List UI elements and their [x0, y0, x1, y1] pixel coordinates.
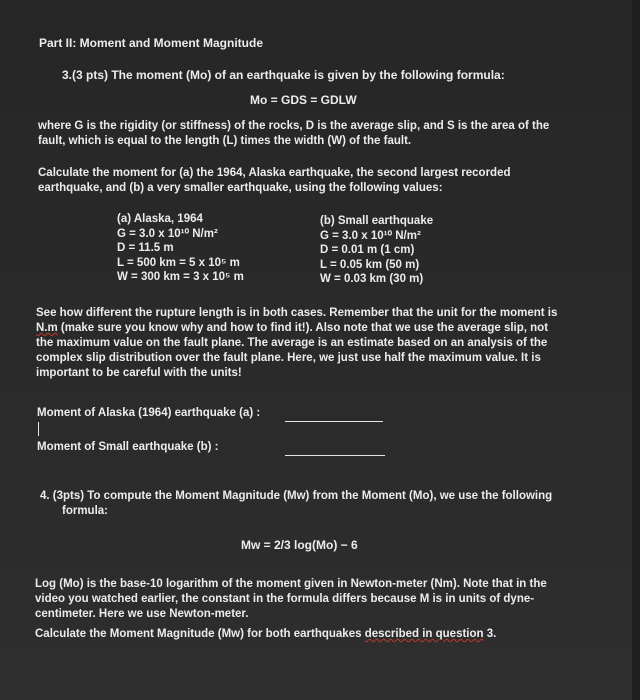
- text-cursor: [38, 422, 39, 436]
- small-w: W = 0.03 km (30 m): [320, 273, 424, 285]
- alaska-d: D = 11.5 m: [117, 242, 174, 254]
- small-title: (b) Small earthquake: [320, 215, 434, 227]
- alaska-values: [117, 212, 244, 285]
- part-title: Part II: Moment and Moment Magnitude: [39, 36, 263, 50]
- alaska-g: G = 3.0 x 10¹⁰ N/m²: [117, 227, 218, 240]
- moment-formula: Mo = GDS = GDLW: [250, 93, 357, 107]
- calculate-instruction: Calculate the moment for (a) the 1964, Alaska earthquake, the second largest recorded earthquake, and (b) a very smaller earthquake, using the following values:: [38, 167, 511, 194]
- log-explanation: Log (Mo) is the base-10 logarithm of the moment given in Newton-meter (Nm). Note that in the video you watched earlier, the constant in the formula differs because M is in units of dyne-centimeter. Here we use Newton-meter.: [35, 578, 547, 620]
- alaska-title: (a) Alaska, 1964: [117, 213, 203, 225]
- right-edge-shadow: [632, 0, 640, 700]
- units-note: See how different the rupture length is in both cases. Remember that the unit for the moment is N.m (make sure you know why and how to find it!). Also note that we use the average slip, not the maximum value on the fault plane. The average is an estimate based on an analysis of the complex slip distribution over the fault plane. Here, we just use half the maximum value. It is important to be careful with the units!: [36, 307, 558, 379]
- alaska-l: L = 500 km = 5 x 10⁵ m: [117, 256, 240, 269]
- small-g: G = 3.0 x 10¹⁰ N/m²: [320, 229, 421, 242]
- q4-intro: 4. (3pts) To compute the Moment Magnitude (Mw) from the Moment (Mo), we use the following formula:: [40, 490, 553, 517]
- small-d: D = 0.01 m (1 cm): [320, 244, 415, 256]
- answer-b-label: Moment of Small earthquake (b) :: [37, 441, 219, 453]
- described-in-question-link: described in question: [364, 628, 484, 640]
- answer-a-blank[interactable]: [285, 421, 383, 422]
- alaska-w: W = 300 km = 3 x 10⁵ m: [117, 271, 244, 283]
- unit-nm: N.m: [36, 322, 58, 334]
- magnitude-formula: Mw = 2/3 log(Mo) − 6: [241, 538, 358, 552]
- answer-b-blank[interactable]: [285, 455, 385, 456]
- where-definition: where G is the rigidity (or stiffness) of the rocks, D is the average slip, and S is the area of the fault, which is equal to the length (L) times the width (W) of the fault.: [38, 120, 550, 147]
- final-instruction: Calculate the Moment Magnitude (Mw) for both earthquakes described in question 3.: [35, 628, 497, 640]
- q3-intro: 3.(3 pts) The moment (Mo) of an earthquake is given by the following formula:: [62, 68, 505, 82]
- small-values: [320, 214, 433, 287]
- answer-a-label: Moment of Alaska (1964) earthquake (a) :: [37, 407, 261, 419]
- small-l: L = 0.05 km (50 m): [320, 258, 420, 271]
